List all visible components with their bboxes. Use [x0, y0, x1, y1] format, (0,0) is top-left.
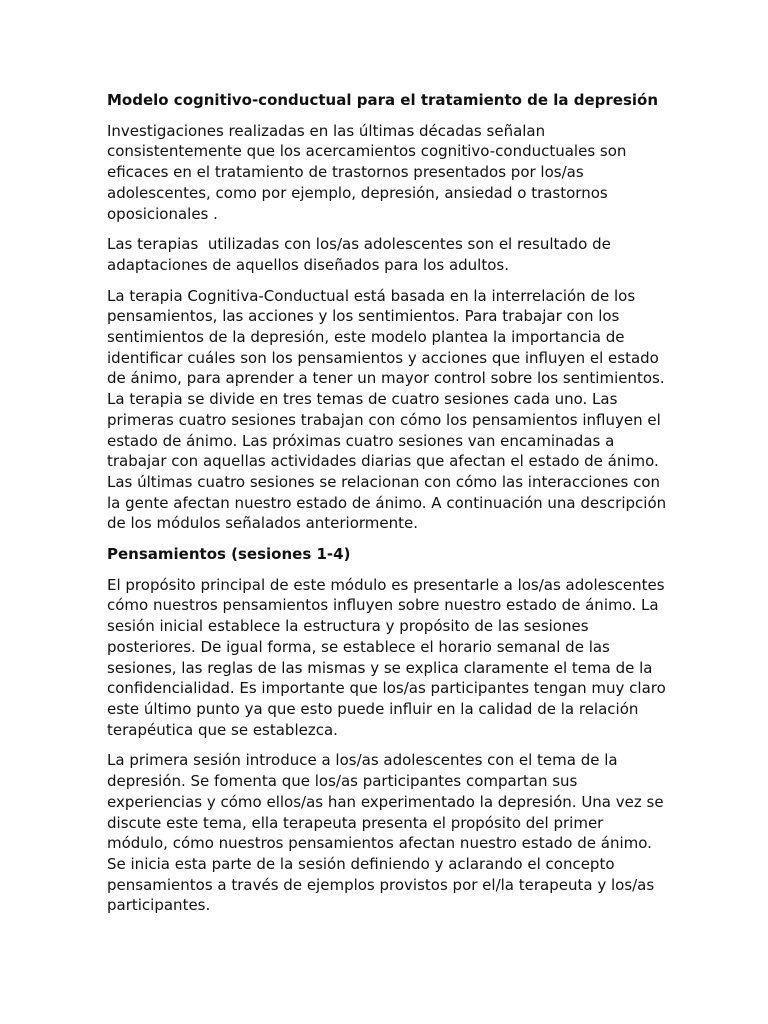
section-heading-pensamientos: Pensamientos (sesiones 1-4)	[107, 545, 351, 564]
document-title: Modelo cognitivo-conductual para el tratamiento de la depresión	[107, 91, 659, 109]
paragraph-therapies: Las terapias utilizadas con los/as adolescentes son el resultado de adaptaciones de aquellos diseñados para los adultos.	[107, 235, 616, 274]
paragraph-module-purpose: El propósito principal de este módulo es presentarle a los/as adolescentes cómo nuestros pensamientos influyen sobre nuestro estado de ánimo. La sesión inicial establece la estructura y propósito de las sesiones posteriores. De igual forma, se establece el horario semanal de las sesiones, las reglas de las mismas y se explica claramente el tema de la confidencialidad. Es importante que los/as participantes tengan muy claro este último punto ya que esto puede influir en la calidad de la relación terapéutica que se establezca.	[107, 575, 671, 739]
paragraph-intro-research: Investigaciones realizadas en las últimas décadas señalan consistentemente que los acercamientos cognitivo-conductuales son eficaces en el tratamiento de trastornos presentados por los/as adolescentes, como por ejemplo, depresión, ansiedad o trastornos oposicionales .	[107, 121, 632, 223]
paragraph-first-session: La primera sesión introduce a los/as adolescentes con el tema de la depresión. Se fomenta que los/as participantes compartan sus experiencias y cómo ellos/as han experimentado la depresión. Una vez se discute este tema, ella terapeuta presenta el propósito del primer módulo, cómo nuestros pensamientos afectan nuestro estado de ánimo. Se inicia esta parte de la sesión definiendo y aclarando el concepto pensamientos a través de ejemplos provistos por el/la terapeuta y los/as participantes.	[107, 751, 669, 915]
document-page	[107, 88, 671, 926]
paragraph-cognitive-behavioral: La terapia Cognitiva-Conductual está basada en la interrelación de los pensamientos, las acciones y los sentimientos. Para trabajar con los sentimientos de la depresión, este modelo plantea la importancia de identificar cuáles son los pensamientos y acciones que influyen el estado de ánimo, para aprender a tener un mayor control sobre los sentimientos. La terapia se divide en tres temas de cuatro sesiones cada uno. Las primeras cuatro sesiones trabajan con cómo los pensamientos influyen el estado de ánimo. Las próximas cuatro sesiones van encaminadas a trabajar con aquellas actividades diarias que afectan el estado de ánimo. Las últimas cuatro sesiones se relacionan con cómo las interacciones con la gente afectan nuestro estado de ánimo. A continuación una descripción de los módulos señalados anteriormente.	[107, 286, 671, 533]
